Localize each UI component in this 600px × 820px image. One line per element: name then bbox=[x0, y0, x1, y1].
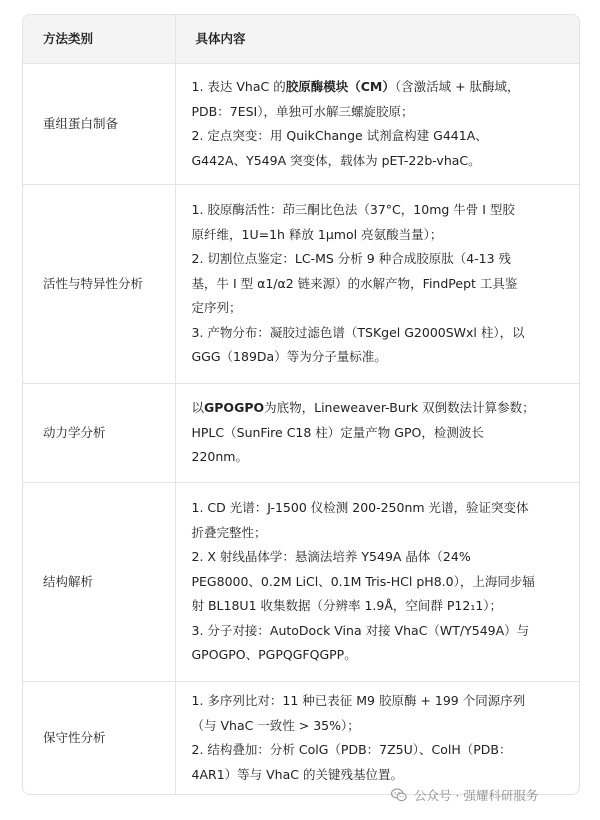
content-line: 1. CD 光谱：J-1500 仪检测 200-250nm 光谱，验证突变体 bbox=[191, 500, 529, 516]
content-line: 220nm。 bbox=[191, 449, 248, 465]
content-text: 为底物，Lineweaver-Burk 双倒数法计算参数； bbox=[264, 400, 535, 416]
method-cell: 保守性分析 bbox=[23, 682, 175, 795]
content-line: 1. 胶原酶活性：茚三酮比色法（37°C，10mg 牛骨 I 型胶 bbox=[191, 202, 515, 218]
method-table-container bbox=[22, 14, 580, 795]
method-cell: 动力学分析 bbox=[23, 384, 175, 483]
table-row bbox=[23, 483, 579, 682]
content-line: G442A、Y549A 突变体，载体为 pET-22b-vhaC。 bbox=[191, 152, 481, 168]
header-content: 具体内容 bbox=[175, 15, 579, 64]
content-line: 3. 分子对接：AutoDock Vina 对接 VhaC（WT/Y549A）与 bbox=[191, 622, 530, 638]
content-line: 2. 结构叠加：分析 ColG（PDB：7Z5U）、ColH（PDB： bbox=[191, 742, 512, 757]
table-row bbox=[23, 384, 579, 483]
wechat-icon bbox=[390, 786, 408, 804]
content-cell bbox=[175, 384, 579, 483]
content-cell bbox=[175, 483, 579, 682]
content-line: 3. 产物分布：凝胶过滤色谱（TSKgel G2000SWxl 柱），以 bbox=[191, 324, 525, 340]
content-line: 原纤维，1U=1h 释放 1μmol 亮氨酸当量）； bbox=[191, 226, 443, 242]
content-line: 4AR1）等与 VhaC 的关键残基位置。 bbox=[191, 766, 403, 782]
content-text: 1. 表达 VhaC 的 bbox=[191, 79, 286, 94]
content-cell bbox=[175, 682, 579, 795]
content-line: 2. 定点突变：用 QuikChange 试剂盒构建 G441A、 bbox=[191, 128, 488, 143]
content-line: PDB：7ESI），单独可水解三螺旋胶原； bbox=[191, 103, 414, 119]
watermark bbox=[390, 784, 538, 806]
table-row bbox=[23, 185, 579, 384]
content-line bbox=[192, 396, 562, 421]
content-line: 定序列； bbox=[191, 300, 242, 316]
content-line: GPOGPO、PGPQGFQGPP。 bbox=[191, 647, 357, 663]
content-line: GGG（189Da）等为分子量标准。 bbox=[191, 349, 387, 365]
method-table bbox=[23, 15, 579, 794]
table-header-row bbox=[23, 15, 579, 64]
content-line: 基，牛 I 型 α1/α2 链来源）的水解产物，FindPept 工具鉴 bbox=[191, 275, 518, 291]
content-text: 以 bbox=[191, 400, 205, 416]
content-line: 折叠完整性； bbox=[191, 524, 267, 540]
method-cell: 重组蛋白制备 bbox=[23, 64, 175, 185]
content-line: 2. X 射线晶体学：悬滴法培养 Y549A 晶体（24% bbox=[191, 549, 471, 565]
content-emphasis: 胶原酶模块（CM） bbox=[285, 79, 395, 94]
content-line: （与 VhaC 一致性 > 35%）； bbox=[191, 717, 360, 733]
content-line: HPLC（SunFire C18 柱）定量产物 GPO，检测波长 bbox=[191, 424, 484, 440]
watermark-text: 公众号 · 强耀科研服务 bbox=[414, 788, 539, 803]
table-row bbox=[23, 682, 579, 795]
header-method: 方法类别 bbox=[23, 15, 175, 64]
table-row bbox=[23, 64, 579, 185]
content-line: 射 BL18U1 收集数据（分辨率 1.9Å，空间群 P12₁1）； bbox=[191, 598, 503, 614]
content-text: （含激活域 + 肽酶域， bbox=[394, 79, 520, 94]
content-line bbox=[192, 75, 562, 100]
content-cell bbox=[175, 185, 579, 384]
content-cell bbox=[175, 64, 579, 185]
content-emphasis: GPOGPO bbox=[204, 400, 265, 416]
method-cell: 结构解析 bbox=[23, 483, 175, 682]
content-line: 1. 多序列比对：11 种已表征 M9 胶原酶 + 199 个同源序列 bbox=[191, 693, 526, 708]
content-line: PEG8000、0.2M LiCl、0.1M Tris-HCl pH8.0），上海同步辐 bbox=[191, 573, 535, 589]
method-cell: 活性与特异性分析 bbox=[23, 185, 175, 384]
content-line: 2. 切割位点鉴定：LC-MS 分析 9 种合成胶原肽（4-13 残 bbox=[191, 251, 512, 267]
